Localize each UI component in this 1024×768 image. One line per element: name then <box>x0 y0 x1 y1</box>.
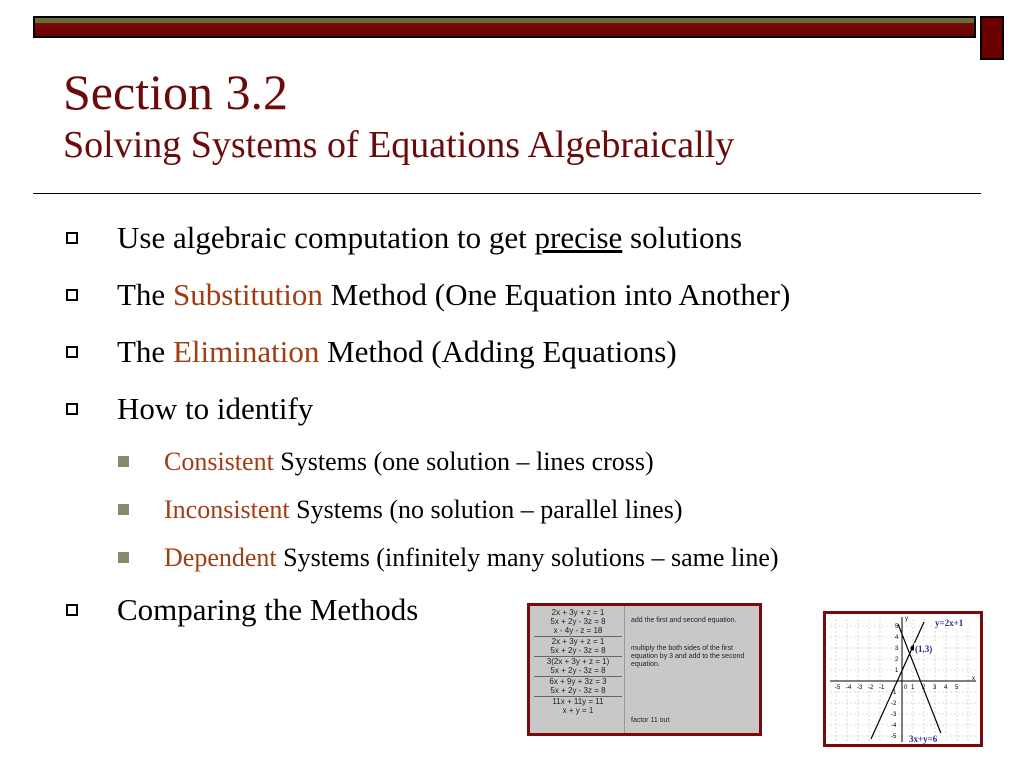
equation-column <box>534 608 622 715</box>
equation-line: x - 4y - z = 18 <box>553 626 603 635</box>
keyword-dependent: Dependent <box>164 543 277 572</box>
x-tick: -1 <box>879 685 885 691</box>
corner-decorative-block <box>980 16 1004 60</box>
y-tick: -2 <box>891 701 897 707</box>
y-tick: -5 <box>891 734 897 740</box>
bullet-item <box>66 383 1006 440</box>
keyword-elimination: Elimination <box>172 334 320 369</box>
x-tick: 3 <box>933 685 937 691</box>
y-tick: -4 <box>891 723 897 729</box>
filled-square-bullet-icon <box>118 456 129 467</box>
bullet-text: How to identify <box>117 391 314 426</box>
sub-bullet-text: Dependent Systems (infinitely many solutions – same line) <box>164 543 779 572</box>
x-tick: 2 <box>922 685 926 691</box>
graph-svg <box>826 614 980 744</box>
equation-line: 11x + 11y = 11 <box>552 697 604 706</box>
x-tick: -2 <box>868 685 874 691</box>
sub-bullet-item <box>66 536 1006 584</box>
sub-bullet-text: Consistent Systems (one solution – lines cross) <box>164 447 654 476</box>
sub-bullet-item <box>66 440 1006 488</box>
x-axis-label: x <box>972 676 975 682</box>
step-note: factor 11 out <box>631 717 670 724</box>
filled-square-bullet-icon <box>118 504 129 515</box>
equation-line: 6x + 9y + 3z = 3 <box>549 677 607 686</box>
y-tick: 3 <box>895 646 899 652</box>
bullet-item <box>66 269 1006 326</box>
x-tick: 1 <box>911 685 915 691</box>
bullet-text: The Elimination Method (Adding Equations) <box>117 334 677 369</box>
top-decorative-bar <box>33 16 976 38</box>
top-bar-fill <box>35 18 974 36</box>
title-line-2: Solving Systems of Equations Algebraically <box>63 124 735 166</box>
hollow-square-bullet-icon <box>66 289 78 301</box>
keyword-consistent: Consistent <box>164 447 274 476</box>
y-tick: 4 <box>895 635 899 641</box>
point-label: (1,3) <box>915 644 933 654</box>
bullet-text: The Substitution Method (One Equation into Another) <box>117 277 791 312</box>
equation-line: 5x + 2y - 3z = 8 <box>550 617 606 626</box>
x-tick: -3 <box>857 685 863 691</box>
filled-square-bullet-icon <box>118 552 129 563</box>
keyword-substitution: Substitution <box>172 277 323 312</box>
line1-label: y=2x+1 <box>935 618 964 628</box>
hollow-square-bullet-icon <box>66 346 78 358</box>
equation-line: 5x + 2y - 3z = 8 <box>550 666 606 675</box>
equation-line: x + y = 1 <box>562 706 594 715</box>
hollow-square-bullet-icon <box>66 403 78 415</box>
y-tick: -3 <box>891 712 897 718</box>
y-axis-label: y <box>905 616 908 622</box>
y-tick: 1 <box>895 668 899 674</box>
sub-bullet-item <box>66 488 1006 536</box>
line2-label: 3x+y=6 <box>909 734 938 744</box>
bullet-text: Use algebraic computation to get precise solutions <box>117 220 743 255</box>
equation-line: 2x + 3y + z = 1 <box>551 608 605 617</box>
column-divider <box>624 606 625 733</box>
x-tick: -5 <box>835 685 841 691</box>
sub-bullet-text: Inconsistent Systems (no solution – parallel lines) <box>164 495 683 524</box>
x-tick: -4 <box>846 685 852 691</box>
equation-line: 3(2x + 3y + z = 1) <box>546 657 610 666</box>
underlined-word: precise <box>534 220 623 255</box>
x-tick: 4 <box>944 685 948 691</box>
step-note: add the first and second equation. <box>631 617 737 624</box>
title-divider <box>33 193 981 194</box>
equation-line: 5x + 2y - 3z = 8 <box>550 686 606 695</box>
bullet-item <box>66 326 1006 383</box>
y-tick: -1 <box>891 690 897 696</box>
slide-title <box>63 66 983 170</box>
x-tick: 0 <box>904 685 908 691</box>
bullet-text: Comparing the Methods <box>117 592 419 627</box>
hollow-square-bullet-icon <box>66 604 78 616</box>
step-note: multiply the both sides of the first equation by 3 and add to the second equation. <box>631 645 745 668</box>
title-line-1: Section 3.2 <box>63 64 288 120</box>
bullet-list <box>66 212 1006 641</box>
bullet-item <box>66 212 1006 269</box>
elimination-example-image <box>527 603 762 736</box>
system-graph-image <box>823 611 983 747</box>
x-tick: 5 <box>955 685 959 691</box>
hollow-square-bullet-icon <box>66 232 78 244</box>
keyword-inconsistent: Inconsistent <box>164 495 290 524</box>
equation-line: 2x + 3y + z = 1 <box>551 637 605 646</box>
y-tick: 2 <box>895 657 899 663</box>
y-tick: 5 <box>895 624 899 630</box>
line-3x-plus-y-6 <box>898 624 944 741</box>
equation-line: 5x + 2y - 3z = 8 <box>550 646 606 655</box>
